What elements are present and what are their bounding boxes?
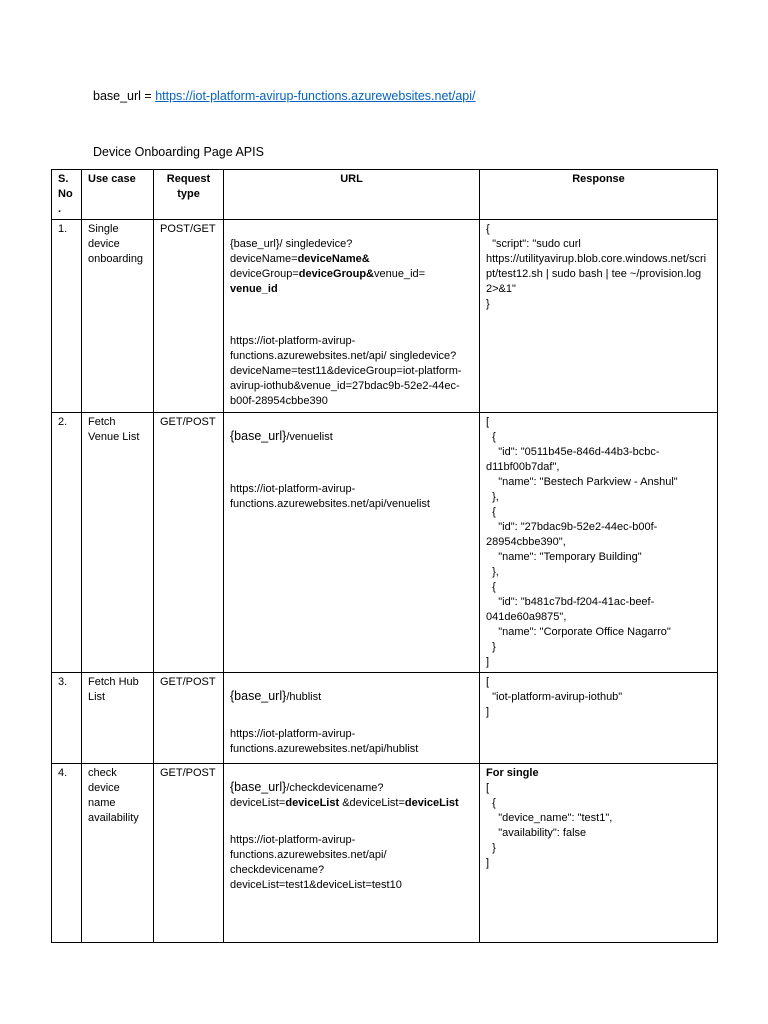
url-path: /hublist bbox=[286, 691, 322, 703]
url-param: deviceName& bbox=[297, 253, 370, 265]
row-request-type: POST/GET bbox=[154, 220, 224, 413]
table-row bbox=[52, 673, 718, 764]
row-sno: 1. bbox=[52, 220, 82, 413]
base-url-link[interactable]: https://iot-platform-avirup-functions.azurewebsites.net/api/ bbox=[155, 89, 476, 103]
table-row bbox=[52, 220, 718, 413]
table-row bbox=[52, 764, 718, 943]
url-base-token: {base_url} bbox=[230, 238, 280, 250]
row-url bbox=[224, 220, 480, 413]
table-row bbox=[52, 413, 718, 673]
url-param: deviceList bbox=[285, 797, 340, 809]
row-response: { "script": "sudo curl https://utilityavirup.blob.core.windows.net/script/test12.sh | sudo bash | tee ~/provision.log 2>&1" } bbox=[480, 220, 718, 413]
url-param: deviceList bbox=[404, 797, 459, 809]
url-example: https://iot-platform-avirup-functions.azurewebsites.net/api/ singledevice? deviceName=test11&deviceGroup=iot-platform-avirup-iothub&venue_id=27bdac9b-52e2-44ec-b00f-28954cbbe390 bbox=[230, 335, 462, 407]
base-url-label: base_url = bbox=[93, 89, 156, 103]
row-response: [ { "id": "0511b45e-846d-44b3-bcbc-d11bf00b7daf", "name": "Bestech Parkview - Anshul" }, { "id": "27bdac9b-52e2-44ec-b00f-28954cbbe390", "name": "Temporary Building" }, { "id": "b481c7bd-f204-41ac-beef-041de60a9875", "name": "Corporate Office Nagarro" } ] bbox=[480, 413, 718, 673]
row-request-type: GET/POST bbox=[154, 673, 224, 764]
url-example: https://iot-platform-avirup-functions.azurewebsites.net/api/venuelist bbox=[230, 483, 430, 510]
base-url-line bbox=[93, 88, 476, 104]
url-template bbox=[230, 237, 473, 297]
url-template bbox=[230, 429, 473, 445]
url-base-token: {base_url} bbox=[230, 429, 287, 443]
url-text: /checkdevicename?deviceList= bbox=[230, 782, 384, 809]
response-body: [ { "device_name": "test1", "availability": false } ] bbox=[486, 782, 613, 869]
row-sno: 3. bbox=[52, 673, 82, 764]
url-text: / singledevice? deviceName= bbox=[230, 238, 353, 265]
header-sno: S. No . bbox=[52, 170, 82, 220]
row-request-type: GET/POST bbox=[154, 764, 224, 943]
url-base-token: {base_url} bbox=[230, 689, 287, 703]
url-param: deviceGroup& bbox=[298, 268, 374, 280]
api-table bbox=[51, 169, 718, 943]
table-header-row bbox=[52, 170, 718, 220]
header-use-case: Use case bbox=[82, 170, 154, 220]
row-response bbox=[480, 764, 718, 943]
row-use-case: Fetch Hub List bbox=[82, 673, 154, 764]
url-text: venue_id= bbox=[373, 268, 426, 280]
row-url bbox=[224, 413, 480, 673]
header-response: Response bbox=[480, 170, 718, 220]
row-use-case: Single device onboarding bbox=[82, 220, 154, 413]
url-example: https://iot-platform-avirup-functions.azurewebsites.net/api/ checkdevicename? deviceList=test1&deviceList=test10 bbox=[230, 834, 402, 891]
url-path: /venuelist bbox=[286, 431, 333, 443]
url-template bbox=[230, 780, 473, 811]
url-base-token: {base_url} bbox=[230, 780, 287, 794]
url-template bbox=[230, 689, 473, 705]
header-url: URL bbox=[224, 170, 480, 220]
row-response: [ "iot-platform-avirup-iothub" ] bbox=[480, 673, 718, 764]
section-title: Device Onboarding Page APIS bbox=[93, 145, 264, 159]
row-use-case: Fetch Venue List bbox=[82, 413, 154, 673]
url-text: &deviceList= bbox=[339, 797, 405, 809]
row-sno: 2. bbox=[52, 413, 82, 673]
header-request-type: Request type bbox=[154, 170, 224, 220]
row-request-type: GET/POST bbox=[154, 413, 224, 673]
row-use-case: check device name availability bbox=[82, 764, 154, 943]
url-text: deviceGroup= bbox=[230, 268, 299, 280]
row-sno: 4. bbox=[52, 764, 82, 943]
url-param: venue_id bbox=[230, 283, 278, 295]
row-url bbox=[224, 764, 480, 943]
response-label: For single bbox=[486, 767, 539, 779]
url-example: https://iot-platform-avirup-functions.azurewebsites.net/api/hublist bbox=[230, 728, 419, 755]
row-url bbox=[224, 673, 480, 764]
